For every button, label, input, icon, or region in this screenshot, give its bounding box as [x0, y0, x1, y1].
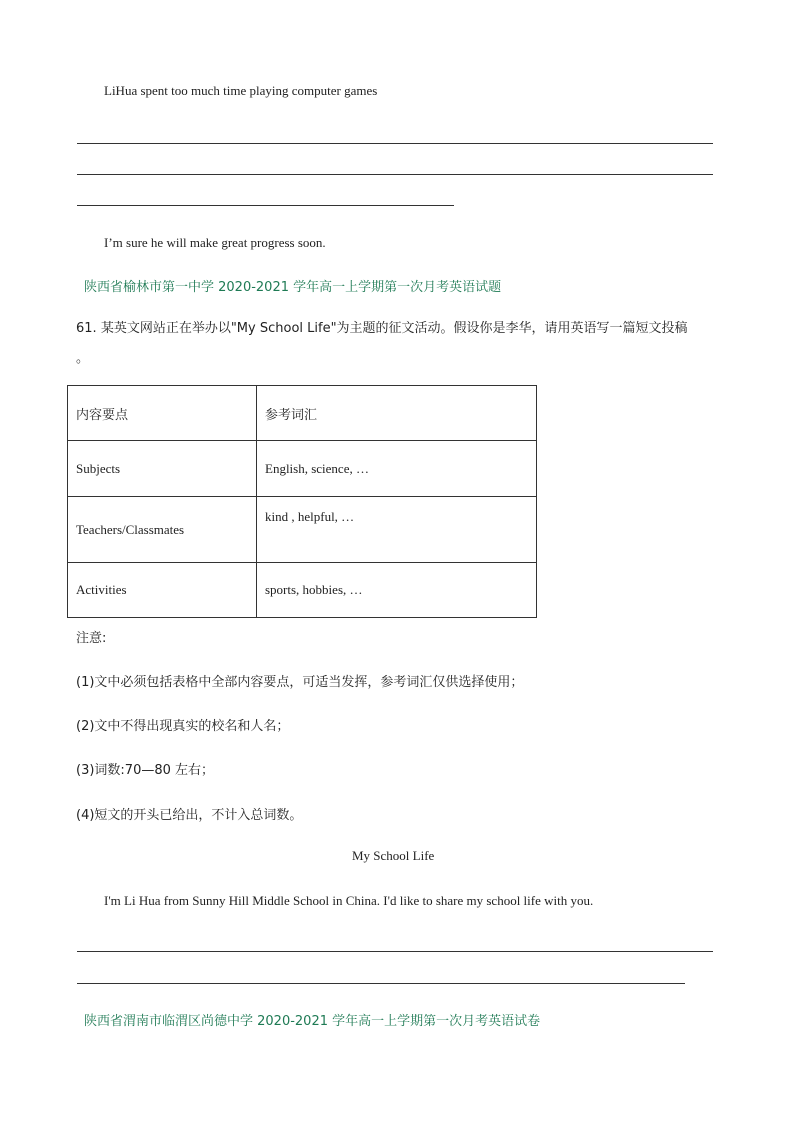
source-title: 陕西省渭南市临渭区尚德中学 2020-2021 学年高一上学期第一次月考英语试卷 — [84, 1014, 541, 1029]
note-item: (2)文中不得出现真实的校名和人名； — [76, 719, 290, 734]
table-cell: kind , helpful, … — [257, 497, 537, 563]
table-row — [68, 563, 537, 618]
question-text: 某英文网站正在举办以"My School Life"为主题的征文活动。假设你是李华，请用英语写一篇短文投稿 — [100, 321, 688, 336]
ending-sentence: I’m sure he will make great progress soon. — [104, 235, 326, 250]
answer-line — [77, 205, 454, 206]
table-row — [68, 441, 537, 497]
answer-line — [77, 174, 713, 175]
table-cell: English, science, … — [257, 441, 537, 497]
reference-table — [67, 385, 537, 618]
answer-line — [77, 143, 713, 144]
table-cell: Teachers/Classmates — [68, 497, 257, 563]
table-cell: Activities — [68, 563, 257, 618]
question-prompt — [76, 317, 688, 336]
table-header-cell: 内容要点 — [68, 386, 257, 441]
notes-title: 注意: — [76, 631, 107, 646]
note-item: (4)短文的开头已给出，不计入总词数。 — [76, 808, 303, 823]
continuation-sentence: LiHua spent too much time playing computer games — [104, 83, 378, 98]
question-number: 61. — [76, 321, 97, 336]
source-title: 陕西省榆林市第一中学 2020-2021 学年高一上学期第一次月考英语试题 — [84, 280, 502, 295]
answer-line — [77, 951, 713, 952]
table-header-cell: 参考词汇 — [257, 386, 537, 441]
table-row — [68, 497, 537, 563]
table-cell: Subjects — [68, 441, 257, 497]
essay-title: My School Life — [352, 848, 435, 863]
essay-opening: I'm Li Hua from Sunny Hill Middle School in China. I'd like to share my school life with you. — [104, 893, 594, 908]
table-cell: sports, hobbies, … — [257, 563, 537, 618]
note-item: (3)词数:70—80 左右； — [76, 763, 215, 778]
note-item: (1)文中必须包括表格中全部内容要点，可适当发挥，参考词汇仅供选择使用； — [76, 675, 524, 690]
answer-line — [77, 983, 685, 984]
table-header-row — [68, 386, 537, 441]
question-prompt-wrap: 。 — [76, 351, 90, 366]
